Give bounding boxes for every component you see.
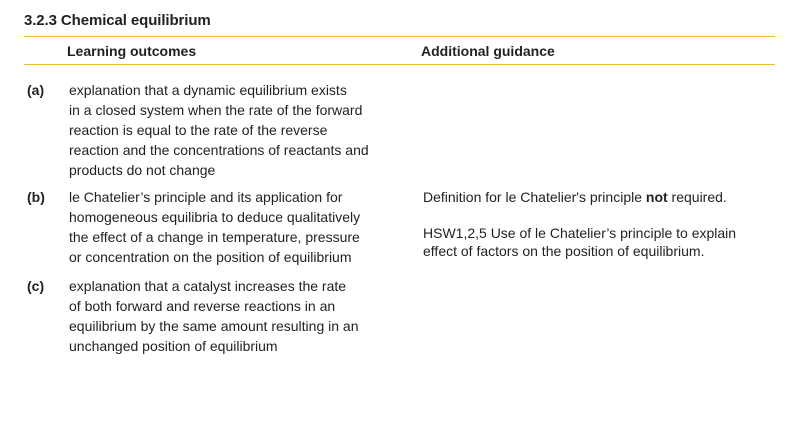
item-text-line: explanation that a dynamic equilibrium exists <box>69 82 347 98</box>
guidance-hsw <box>423 224 736 260</box>
item-text-line: unchanged position of equilibrium <box>69 338 278 354</box>
item-text-line: explanation that a catalyst increases the rate <box>69 278 347 294</box>
guidance-hsw-line: effect of factors on the position of equilibrium. <box>423 243 705 259</box>
item-text-line: equilibrium by the same amount resulting in an <box>69 318 359 334</box>
item-text <box>69 187 399 267</box>
item-text-line: in a closed system when the rate of the forward <box>69 102 363 118</box>
guidance-definition-suffix: required. <box>667 189 727 205</box>
item-text-line: products do not change <box>69 162 216 178</box>
header-bottom-rule <box>24 64 775 65</box>
learning-outcomes-header: Learning outcomes <box>67 43 197 59</box>
guidance-definition <box>423 188 727 206</box>
item-label: (c) <box>27 278 45 294</box>
item-text-line: homogeneous equilibria to deduce qualitatively <box>69 209 361 225</box>
guidance-definition-prefix: Definition for le Chatelier's principle <box>423 189 646 205</box>
item-text-line: reaction and the concentrations of reactants and <box>69 142 369 158</box>
item-label: (b) <box>27 189 45 205</box>
item-text <box>69 80 399 180</box>
item-text-line: of both forward and reverse reactions in an <box>69 298 336 314</box>
guidance-definition-line <box>423 188 727 206</box>
guidance-definition-emphasis: not <box>645 189 668 205</box>
item-label: (a) <box>27 82 45 98</box>
item-text-line: the effect of a change in temperature, pressure <box>69 229 360 245</box>
guidance-hsw-line: HSW1,2,5 Use of le Chatelier’s principle to explain <box>423 225 737 241</box>
item-text-line: reaction is equal to the rate of the reverse <box>69 122 328 138</box>
item-text-line: le Chatelier’s principle and its application for <box>69 189 343 205</box>
item-text-line: or concentration on the position of equilibrium <box>69 249 352 265</box>
header-top-rule <box>24 36 775 37</box>
section-title: 3.2.3 Chemical equilibrium <box>24 12 211 29</box>
item-text <box>69 276 399 356</box>
additional-guidance-header: Additional guidance <box>421 43 555 59</box>
